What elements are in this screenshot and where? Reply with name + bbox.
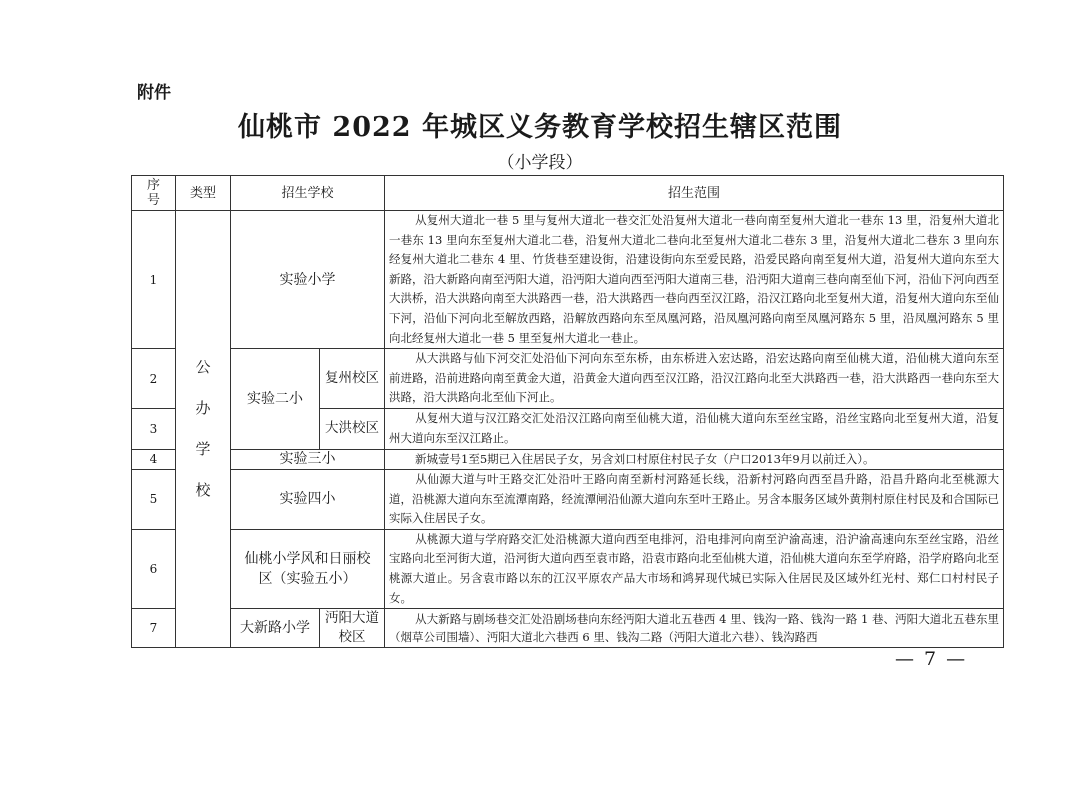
enrollment-range: 新城壹号1至5期已入住居民子女，另含刘口村原住村民子女（户口2013年9月以前迁入）。 [385,449,1004,469]
document-subtitle: （小学段） [497,153,583,173]
table-header-row [132,176,1004,211]
school-name: 实验小学 [231,211,385,349]
table-row [132,449,1004,469]
row-index: 3 [132,408,176,449]
row-index: 7 [132,609,176,648]
campus-name: 沔阳大道校区 [320,609,385,648]
row-index: 2 [132,349,176,409]
enrollment-range: 从桃源大道与学府路交汇处沿桃源大道向西至电排河，沿电排河向南至沪渝高速，沿沪渝高速向东至丝宝路，沿丝宝路向北至河街大道，沿河街大道向西至袁市路，沿袁市路向北至仙桃大道，沿仙桃大道向东至学府路，沿学府路向北至桃源大道止。另含袁市路以东的江汉平原农产品大市场和鸿昇现代城已实际入住居民及区域外红光村、郑仁口村村民子女。 [385,529,1004,608]
school-name: 实验四小 [231,469,385,529]
row-index: 6 [132,529,176,608]
attachment-label: 附件 [137,83,171,103]
school-type-public: 公 办 学 校 [176,211,231,648]
column-header-index: 序 号 [132,176,176,211]
campus-name: 大洪校区 [320,408,385,449]
enrollment-range: 从大洪路与仙下河交汇处沿仙下河向东至东桥，由东桥进入宏达路，沿宏达路向南至仙桃大道，沿仙桃大道向东至前进路，沿前进路向南至黄金大道，沿黄金大道向西至汉江路，沿汉江路向北至大洪路西一巷，沿大洪路西一巷向东至大洪路，沿大洪路向北至仙下河止。 [385,349,1004,409]
enrollment-range: 从复州大道北一巷 5 里与复州大道北一巷交汇处沿复州大道北一巷向南至复州大道北一巷东 13 里，沿复州大道北一巷东 13 里向东至复州大道北二巷，沿复州大道北二巷向北至复州大道北二巷东 3 里，沿复州大道北二巷东 3 里向东经复州大道北二巷东 4 里、竹货巷至建设街，沿建设街向东至爱民路，沿爱民路向南至复州大道，沿复州大道向东至大新路，沿大新路向南至沔阳大道，沿沔阳大道向西至沔阳大道南三巷，沿沔阳大道南三巷向南至仙下河，沿仙下河向西至大洪桥，沿大洪路向南至大洪路西一巷，沿大洪路西一巷向西至汉江路，沿汉江路向北至复州大道，沿复州大道向东至仙下河，沿仙下河向北至解放西路，沿解放西路向东至凤凰河路，沿凤凰河路向南至凤凰河路东 5 里，沿凤凰河路东 5 里向北经复州大道北一巷 5 里至复州大道北一巷止。 [385,211,1004,349]
table-row [132,211,1004,349]
school-name: 实验二小 [231,349,320,450]
column-header-range: 招生范围 [385,176,1004,211]
school-name: 实验三小 [231,449,385,469]
column-header-school: 招生学校 [231,176,385,211]
row-index: 1 [132,211,176,349]
row-index: 4 [132,449,176,469]
enrollment-zone-table [131,175,1004,648]
table-row [132,469,1004,529]
school-name: 大新路小学 [231,609,320,648]
table-row [132,349,1004,409]
table-row [132,529,1004,608]
enrollment-range: 从复州大道与汉江路交汇处沿汉江路向南至仙桃大道，沿仙桃大道向东至丝宝路，沿丝宝路向北至复州大道，沿复州大道向东至汉江路止。 [385,408,1004,449]
page-number: — 7 — [895,648,968,670]
enrollment-range: 从大新路与剧场巷交汇处沿剧场巷向东经沔阳大道北五巷西 4 里、钱沟一路、钱沟一路 1 巷、沔阳大道北五巷东里（烟草公司围墙）、沔阳大道北六巷西 6 里、钱沟二路（沔阳大道北六巷）、钱沟路西 [385,609,1004,648]
document-title: 仙桃市 2022 年城区义务教育学校招生辖区范围 [238,112,842,143]
table-row [132,609,1004,648]
enrollment-range: 从仙源大道与叶王路交汇处沿叶王路向南至新村河路延长线，沿新村河路向西至昌升路，沿昌升路向北至桃源大道，沿桃源大道向东至流潭南路，经流潭闸沿仙源大道向东至叶王路止。另含本服务区域外黄荆村原住村民及和合国际已实际入住居民子女。 [385,469,1004,529]
column-header-type: 类型 [176,176,231,211]
campus-name: 复州校区 [320,349,385,409]
school-name: 仙桃小学风和日丽校区（实验五小） [231,529,385,608]
row-index: 5 [132,469,176,529]
